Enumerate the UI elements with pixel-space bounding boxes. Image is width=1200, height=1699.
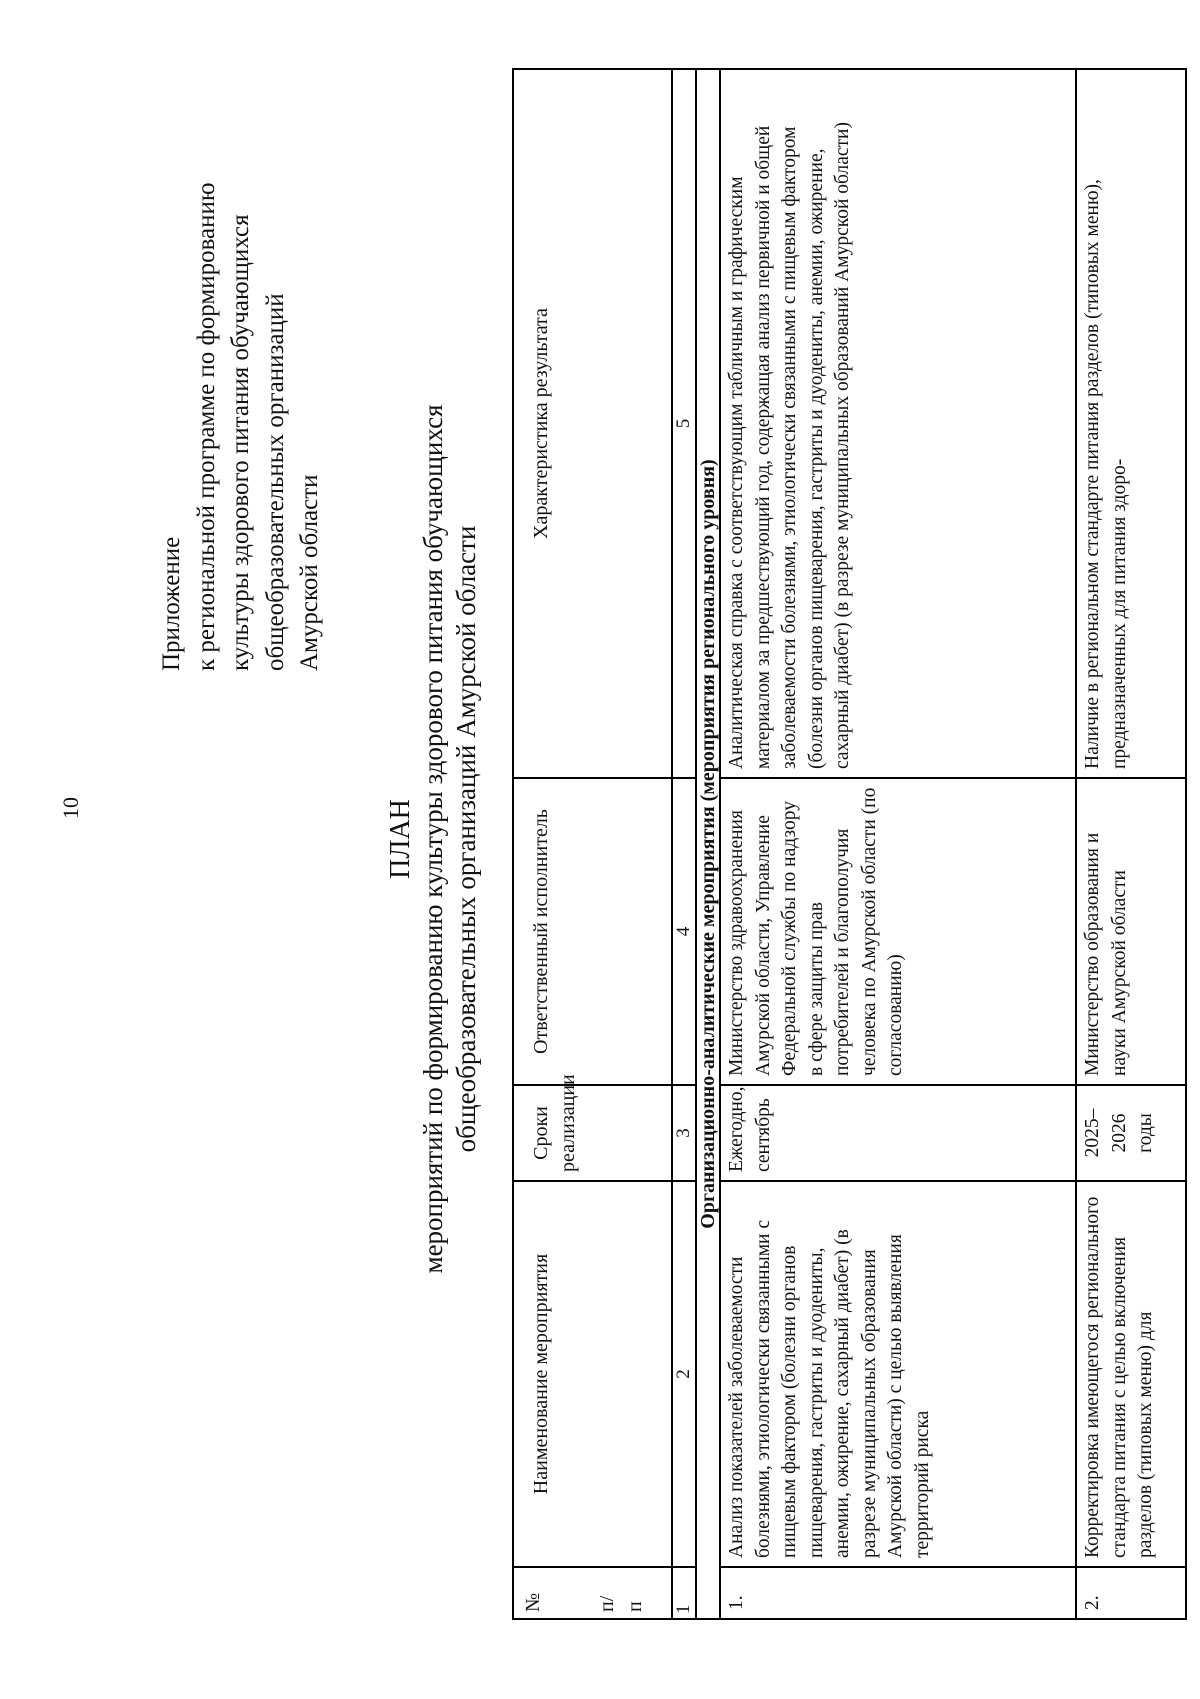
page-number: 10 [58, 797, 83, 819]
header-num-sign: № [522, 1592, 544, 1612]
appendix-line: культуры здорового питания обучающихся [227, 214, 254, 671]
appendix-line: Амурской области [296, 474, 323, 671]
row-result: Наличие в региональном стандарте питания разделов (типовых меню), предназначенных для питания здоро- [1076, 69, 1186, 778]
row-result: Аналитическая справка с соответствующим табличным и графическим материалом за предшествующий год, содержащая анализ первичной и общей заболеваемости болезнями, этиологически связанными с пищевым фактором (болезни органов пищеварения, гастриты и дуодениты, анемии, ожирение, сахарный диабет) (в разрезе муниципальных образований Амурской области) [720, 69, 1076, 778]
row-term: 2025–2026 годы [1076, 1085, 1186, 1181]
column-number: 5 [672, 69, 696, 778]
section-title: Организационно-аналитические мероприятия (мероприятия регионального уровня) [696, 69, 720, 1619]
table-row [720, 69, 1076, 1619]
column-number: 4 [672, 778, 696, 1085]
header-num-sub2: п [624, 1601, 646, 1612]
header-result: Характеристика результата [513, 69, 672, 778]
plan-title-block [384, 329, 483, 1349]
row-name: Анализ показателей заболеваемости болезнями, этиологически связанными с пищевым фактором (болезни органов пищеварения, гастриты и дуодениты, анемии, ожирение, сахарный диабет) (в разрезе муниципальных образования Амурской области) с целью выявления территорий риска [720, 1181, 1076, 1567]
row-num: 2. [1076, 1567, 1186, 1619]
column-number: 3 [672, 1085, 696, 1181]
header-num [513, 1567, 672, 1619]
table-row [1076, 69, 1186, 1619]
header-executor: Ответственный исполнитель [513, 778, 672, 1085]
plan-subtitle-line: мероприятий по формированию культуры здорового питания обучающихся [418, 404, 448, 1274]
row-name: Корректировка имеющегося регионального стандарта питания с целью включения разделов (типовых меню) для [1076, 1181, 1186, 1567]
plan-subtitle-line: общеобразовательных организаций Амурской области [451, 525, 481, 1153]
header-num-sub1: п/ [596, 1595, 618, 1612]
appendix-line: Приложение [158, 536, 185, 671]
row-executor: Министерство здравоохранения Амурской области, Управление Федеральной службы по надзору в сфере защиты прав потребителей и благополучия человека по Амурской области (по согласованию) [720, 778, 1076, 1085]
row-num: 1. [720, 1567, 1076, 1619]
column-numbers-row [672, 69, 696, 1619]
column-number: 2 [672, 1181, 696, 1567]
appendix-block [155, 31, 328, 671]
plan-table [512, 68, 1187, 1620]
row-term: Ежегодно, сентябрь [720, 1085, 1076, 1181]
row-executor: Министерство образования и науки Амурской области [1076, 778, 1186, 1085]
appendix-line: к региональной программе по формированию [192, 182, 220, 671]
header-name: Наименование мероприятия [513, 1181, 672, 1567]
header-term: Сроки реализации [513, 1085, 672, 1181]
table-header-row [513, 69, 672, 1619]
appendix-line: общеобразовательных организаций [261, 293, 289, 671]
section-row [696, 69, 720, 1619]
column-number: 1 [672, 1567, 696, 1619]
plan-title: ПЛАН [385, 799, 416, 879]
